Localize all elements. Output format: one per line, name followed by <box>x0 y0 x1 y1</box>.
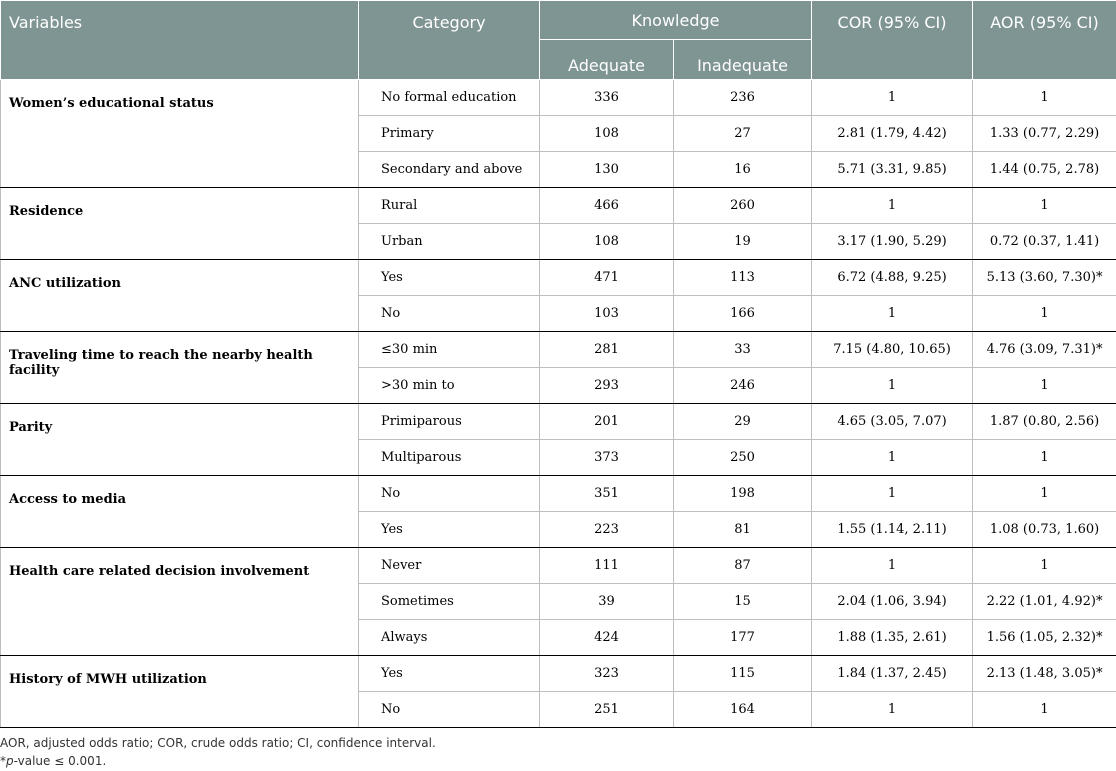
aor-cell: 1.56 (1.05, 2.32)* <box>973 620 1116 656</box>
cor-cell: 1 <box>812 368 973 404</box>
header-knowledge: Knowledge <box>540 1 812 40</box>
footnote-p: p <box>6 754 14 768</box>
category-cell: No <box>359 296 540 332</box>
header-inadequate: Inadequate <box>674 40 812 80</box>
cor-cell: 1 <box>812 80 973 116</box>
adequate-cell: 281 <box>540 332 674 368</box>
adequate-cell: 108 <box>540 224 674 260</box>
adequate-cell: 323 <box>540 656 674 692</box>
inadequate-cell: 15 <box>674 584 812 620</box>
category-cell: Rural <box>359 188 540 224</box>
table-row <box>1 476 1116 512</box>
category-cell: No formal education <box>359 80 540 116</box>
aor-cell: 1 <box>973 368 1116 404</box>
variable-cell: ANC utilization <box>1 260 359 332</box>
header-variables: Variables <box>1 1 359 80</box>
footnote-p-rest: -value ≤ 0.001. <box>13 754 107 768</box>
header-category: Category <box>359 1 540 80</box>
adequate-cell: 39 <box>540 584 674 620</box>
aor-cell: 0.72 (0.37, 1.41) <box>973 224 1116 260</box>
adequate-cell: 466 <box>540 188 674 224</box>
inadequate-cell: 260 <box>674 188 812 224</box>
inadequate-cell: 27 <box>674 116 812 152</box>
inadequate-cell: 166 <box>674 296 812 332</box>
inadequate-cell: 16 <box>674 152 812 188</box>
inadequate-cell: 33 <box>674 332 812 368</box>
cor-cell: 1 <box>812 188 973 224</box>
aor-cell: 2.13 (1.48, 3.05)* <box>973 656 1116 692</box>
header-aor: AOR (95% CI) <box>973 1 1116 80</box>
aor-cell: 5.13 (3.60, 7.30)* <box>973 260 1116 296</box>
inadequate-cell: 29 <box>674 404 812 440</box>
adequate-cell: 336 <box>540 80 674 116</box>
cor-cell: 1.88 (1.35, 2.61) <box>812 620 973 656</box>
aor-cell: 1.08 (0.73, 1.60) <box>973 512 1116 548</box>
variable-cell: Residence <box>1 188 359 260</box>
table-footnotes <box>0 734 1116 770</box>
inadequate-cell: 198 <box>674 476 812 512</box>
header-adequate: Adequate <box>540 40 674 80</box>
inadequate-cell: 250 <box>674 440 812 476</box>
inadequate-cell: 87 <box>674 548 812 584</box>
adequate-cell: 103 <box>540 296 674 332</box>
category-cell: Yes <box>359 512 540 548</box>
category-cell: >30 min to <box>359 368 540 404</box>
cor-cell: 3.17 (1.90, 5.29) <box>812 224 973 260</box>
aor-cell: 1 <box>973 548 1116 584</box>
inadequate-cell: 164 <box>674 692 812 728</box>
adequate-cell: 251 <box>540 692 674 728</box>
cor-cell: 6.72 (4.88, 9.25) <box>812 260 973 296</box>
category-cell: Never <box>359 548 540 584</box>
inadequate-cell: 236 <box>674 80 812 116</box>
footnote-significance <box>0 752 1116 770</box>
table-row <box>1 548 1116 584</box>
table-row <box>1 332 1116 368</box>
inadequate-cell: 177 <box>674 620 812 656</box>
adequate-cell: 351 <box>540 476 674 512</box>
aor-cell: 1.44 (0.75, 2.78) <box>973 152 1116 188</box>
variable-cell: Traveling time to reach the nearby health facility <box>1 332 359 404</box>
aor-cell: 2.22 (1.01, 4.92)* <box>973 584 1116 620</box>
inadequate-cell: 115 <box>674 656 812 692</box>
cor-cell: 2.04 (1.06, 3.94) <box>812 584 973 620</box>
aor-cell: 1 <box>973 692 1116 728</box>
adequate-cell: 201 <box>540 404 674 440</box>
cor-cell: 1 <box>812 476 973 512</box>
inadequate-cell: 19 <box>674 224 812 260</box>
aor-cell: 1 <box>973 440 1116 476</box>
category-cell: Sometimes <box>359 584 540 620</box>
table-row <box>1 80 1116 116</box>
variable-cell: Women’s educational status <box>1 80 359 188</box>
cor-cell: 2.81 (1.79, 4.42) <box>812 116 973 152</box>
footnote-abbreviations: AOR, adjusted odds ratio; COR, crude odds ratio; CI, confidence interval. <box>0 736 436 750</box>
table-row <box>1 404 1116 440</box>
aor-cell: 1.87 (0.80, 2.56) <box>973 404 1116 440</box>
category-cell: Multiparous <box>359 440 540 476</box>
category-cell: No <box>359 476 540 512</box>
table-row <box>1 260 1116 296</box>
cor-cell: 1.84 (1.37, 2.45) <box>812 656 973 692</box>
adequate-cell: 108 <box>540 116 674 152</box>
variable-cell: Access to media <box>1 476 359 548</box>
footnote-star: * <box>0 754 6 768</box>
inadequate-cell: 113 <box>674 260 812 296</box>
adequate-cell: 223 <box>540 512 674 548</box>
cor-cell: 7.15 (4.80, 10.65) <box>812 332 973 368</box>
aor-cell: 1 <box>973 188 1116 224</box>
variable-cell: Health care related decision involvement <box>1 548 359 656</box>
variable-cell: Parity <box>1 404 359 476</box>
adequate-cell: 293 <box>540 368 674 404</box>
category-cell: No <box>359 692 540 728</box>
category-cell: Always <box>359 620 540 656</box>
aor-cell: 1 <box>973 476 1116 512</box>
aor-cell: 1.33 (0.77, 2.29) <box>973 116 1116 152</box>
adequate-cell: 471 <box>540 260 674 296</box>
category-cell: ≤30 min <box>359 332 540 368</box>
category-cell: Yes <box>359 260 540 296</box>
category-cell: Primiparous <box>359 404 540 440</box>
header-cor: COR (95% CI) <box>812 1 973 80</box>
table-row <box>1 188 1116 224</box>
category-cell: Primary <box>359 116 540 152</box>
cor-cell: 4.65 (3.05, 7.07) <box>812 404 973 440</box>
inadequate-cell: 246 <box>674 368 812 404</box>
aor-cell: 1 <box>973 296 1116 332</box>
cor-cell: 1 <box>812 548 973 584</box>
adequate-cell: 111 <box>540 548 674 584</box>
category-cell: Secondary and above <box>359 152 540 188</box>
table-row <box>1 656 1116 692</box>
aor-cell: 1 <box>973 80 1116 116</box>
adequate-cell: 424 <box>540 620 674 656</box>
table-body <box>1 80 1116 728</box>
adequate-cell: 130 <box>540 152 674 188</box>
category-cell: Urban <box>359 224 540 260</box>
cor-cell: 1 <box>812 692 973 728</box>
cor-cell: 1 <box>812 296 973 332</box>
cor-cell: 1 <box>812 440 973 476</box>
aor-cell: 4.76 (3.09, 7.31)* <box>973 332 1116 368</box>
adequate-cell: 373 <box>540 440 674 476</box>
cor-cell: 5.71 (3.31, 9.85) <box>812 152 973 188</box>
inadequate-cell: 81 <box>674 512 812 548</box>
variable-cell: History of MWH utilization <box>1 656 359 728</box>
category-cell: Yes <box>359 656 540 692</box>
cor-cell: 1.55 (1.14, 2.11) <box>812 512 973 548</box>
